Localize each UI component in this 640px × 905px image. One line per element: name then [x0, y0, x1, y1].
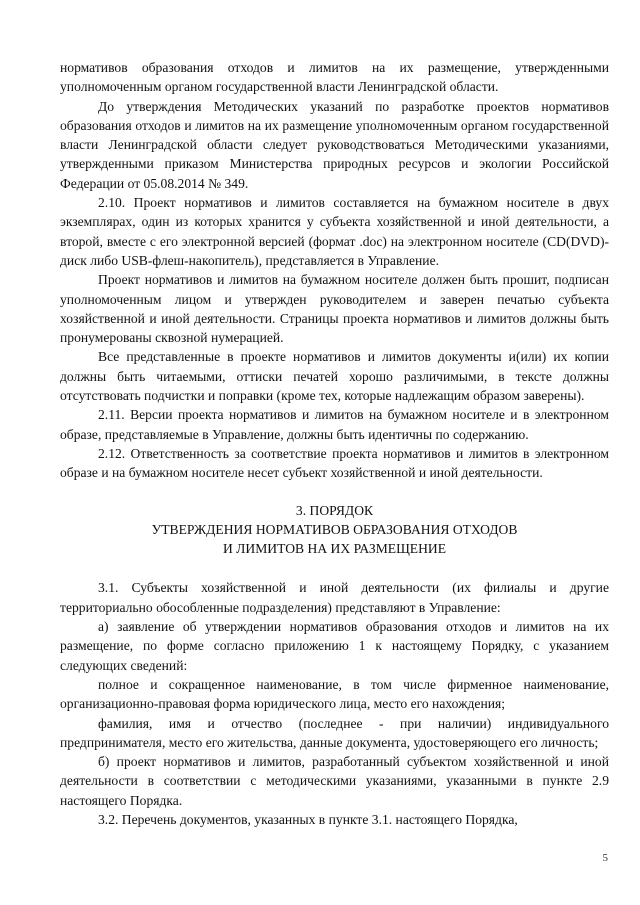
- section-heading: [60, 501, 609, 559]
- paragraph: Все представленные в проекте нормативов и лимитов документы и(или) их копии должны быть читаемыми, оттиски печатей хорошо различимыми, в тексте должны отсутствовать подчистки и поправки (кроме тех, которые надлежащим образом заверены).: [60, 349, 609, 404]
- paragraph: Проект нормативов и лимитов на бумажном носителе должен быть прошит, подписан уполномоченным лицом и утвержден руководителем и заверен печатью субъекта хозяйственной и иной деятельности. Страницы проекта нормативов и лимитов должны быть пронумерованы сквозной нумерацией.: [60, 272, 609, 346]
- paragraph: До утверждения Методических указаний по разработке проектов нормативов образования отходов и лимитов на их размещение уполномоченным органом государственной власти Ленинградской области следует руководствоваться Методическими указаниями, утвержденными приказом Министерства природных ресурсов и экологии Российской Федерации от 05.08.2014 № 349.: [60, 98, 609, 191]
- paragraph: б) проект нормативов и лимитов, разработанный субъектом хозяйственной и иной деятельности в соответствии с методическими указаниями, указанными в пункте 2.9 настоящего Порядка.: [60, 754, 609, 808]
- section-heading-line: 3. ПОРЯДОК: [295, 502, 374, 518]
- paragraph-2-11: 2.11. Версии проекта нормативов и лимитов на бумажном носителе и в электронном образе, представляемые в Управление, должны быть идентичны по содержанию.: [60, 407, 609, 442]
- paragraph-3-1: 3.1. Субъекты хозяйственной и иной деятельности (их филиалы и другие территориально обособленные подразделения) представляют в Управление:: [60, 580, 609, 615]
- paragraph: нормативов образования отходов и лимитов на их размещение, утвержденными уполномоченным органом государственной власти Ленинградской области.: [60, 60, 609, 95]
- paragraph-2-12: 2.12. Ответственность за соответствие проекта нормативов и лимитов в электронном образе и на бумажном носителе несет субъект хозяйственной и иной деятельности.: [60, 445, 609, 481]
- section-heading-line: И ЛИМИТОВ НА ИХ РАЗМЕЩЕНИЕ: [222, 541, 447, 557]
- paragraph: а) заявление об утверждении нормативов образования отходов и лимитов на их размещение, по форме согласно приложению 1 к настоящему Порядку, с указанием следующих сведений:: [60, 619, 609, 673]
- page-number: 5: [602, 852, 608, 864]
- section-heading-line: УТВЕРЖДЕНИЯ НОРМАТИВОВ ОБРАЗОВАНИЯ ОТХОДОВ: [151, 521, 518, 537]
- document-page: [60, 58, 609, 829]
- paragraph: полное и сокращенное наименование, в том числе фирменное наименование, организационно-правовая форма юридического лица, место его нахождения;: [60, 676, 609, 712]
- paragraph: фамилия, имя и отчество (последнее - при наличии) индивидуального предпринимателя, место его жительства, данные документа, удостоверяющего его личность;: [60, 715, 609, 750]
- paragraph-3-2: 3.2. Перечень документов, указанных в пункте 3.1. настоящего Порядка,: [98, 811, 518, 827]
- paragraph-2-10: 2.10. Проект нормативов и лимитов составляется на бумажном носителе в двух экземплярах, один из которых хранится у субъекта хозяйственной и иной деятельности, а второй, вместе с его электронной версией (формат .doc) на электронном носителе (CD(DVD)-диск либо USB-флеш-накопитель), представляется в Управление.: [60, 195, 609, 268]
